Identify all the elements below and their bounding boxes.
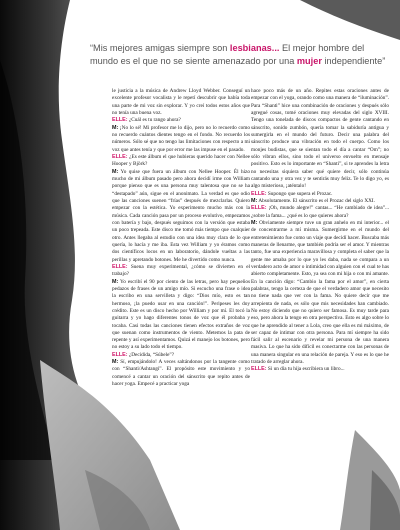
paragraph: ELLE: ¡Oh, mundo alegre!” cantas... “He cambiado de idea”... ¿sobre la fama... ¿qué es lo que quieres ahora? [251,205,390,219]
speaker-label: M: [112,278,119,285]
speaker-label: M: [251,197,258,204]
speaker-label: ELLE: [112,263,128,270]
paragraph: M: ¡No lo sé! Mi profesor me lo dijo, pero no lo recuerdo como no recuerdo cuántos dientes tengo en el fondo. No recuerdo los números. Sólo sé que no tengo las limitaciones con respecto a mi voz que antes tenía y que por error me las impuse en el pasado. [112,124,251,153]
paragraph: M: Absolutamente. El sánscrito es el Prozac del siglo XXI. [251,197,375,204]
speaker-label: M: [251,219,258,226]
paragraph: ELLE: Supongo que supera el Prozac. [251,190,333,197]
paragraph: ELLE: ¿Decidida, “Súbele”? [112,351,175,358]
paragraph: hace poco más de un año. Repites estas oraciones antes de empezar con el yoga, orando como una manera de “iluminación”. Para “Shanti” hice una combinación de oraciones y después sólo agregué cosas, tomé oraciones muy elevadas del siglo XVIII. Tengo una tonelada de discos compactos de gente cantando en sánscrito, sonido zumbón, quería tomar la sabiduría antigua y sumergirla en el mundo del futuro. Decir una palabra del sánscrito produce una vibración en todo el cuerpo. Como los monjes budistas, que se sientan todo el día a cantar “Om”; no sólo vibran ellos, sino todo el universo envuelto en mensaje positivo. Esto es lo importante en “Shanti”, si te aprendes la letra no necesitas siquiera saber qué quiere decir, sólo continúa cantando una y otra vez y te sentirás muy feliz. Te lo digo yo, es algo misterioso, ¡aténtalo! [251,88,389,190]
paragraph: ELLE: ¿Es este álbum el que hubieras querido hacer con Nellee Hooper y Björk? [112,153,251,168]
speaker-label: ELLE: [112,153,128,160]
speaker-label: ELLE: [251,366,267,373]
paragraph: M: Sí, empujándolo! A veces saltándonos por la tangente como con “Shanti/Ashtangi”. El propósito este movimiento y yo comencé a cantar un oración del sánscrito que repito antes de hacer yoga. Empecé a practicar yoga [112,359,251,388]
paragraph: le justicia a la música de Andrew Lloyd Webber. Conseguí un excelente profesor vocalista y le repetí descubrir que había toda una parte de mi voz sin explorar. Y yo creí todos estos años que no tenía una buena voz. [112,88,250,116]
paragraph: M: Obviamente siempre tuve un gran anhelo en mi interior... el de concentrarme a mí misma. Sumergirme en el mundo del entretenimiento fue como un viaje que decidí hacer. Buscaba más maneras de llenarme, que también podría ser el amor. Y mientras tanto, fue una experiencia maravillosa y completa el saber que la gente me amaba por lo que yo les daba, nada se compara a un verdadero acto de amor o intimidad con alguien con el cual te has abierto completamente. Esto, ya sea con mi hija o con mi amante. En la canción digo: “Cambio la fama por el amor”, en cierta palabras, tengo la certeza de que el verdadero amor que necesito no tiene nada que ver con la fama. No quiere decir que me arrepienta de nada, es sólo que mis necesidades han cambiado. No estoy diciendo que no quiero ser famosa. Es muy tarde para eso, pero ahora la tengo en otra perspectiva. Esto es algo sobre lo que he aprendido al tener a Lola, creo que ella es mi máximo, de ser capaz de intimar con otra persona. Para mí siempre ha sido fácil salir al escenario y revelar mi persona de una manera masiva. Lo que ha sido difícil es conectarme con las personas de una manera singular en una relación de pareja. Y eso es lo que he tratado de arreglar ahora. [251,219,389,366]
article-column-right [251,88,389,374]
paragraph: ELLE: Si un día tu hija escribiera un libro... [251,366,345,373]
pull-quote-emphasis-lesbianas: lesbianas... [229,43,280,53]
paragraph: M: Yo escribí el 90 por ciento de las letras, pero hay pequeños pedazos de frases de un amigo mío. Si escucho una frase o idea la escribo en una servilleta y digo: “Dios mío, esto es tan hermoso, ¡la puedo usar en una canción!”. Peripeses les doy crédito. Este es un disco hecho por William y por mí. El tocó la guitarra y yo hago diferentes tonos de voz que él probaba y tocaba. Casi todas las canciones tienen efectos extraños de voz que suenan como instrumentos de viento. Metemos la pata de repente y así experimentamos. Quizá el manejo los botones, pero no estoy a su lado todo el tiempo. [112,278,250,351]
speaker-label: M: [112,359,119,366]
pull-quote-part2: El mejor hombre del mundo es el que no se siente amenazado por una [90,43,365,66]
speaker-label: M: [112,168,119,175]
paragraph: ELLE: ¿Cuál es tu rango ahora? [112,117,181,124]
pull-quote [90,42,390,67]
pull-quote-part1: “Mis mejores amigas siempre son [90,43,230,53]
paragraph: ELLE: Suena muy experimental, ¿cómo se divierten en el trabajo? [112,263,251,278]
pull-quote-part3: independiente” [321,55,386,66]
paragraph: M: Yo quise que fuera un álbum con Nellee Hooper. Él hizo mucho de mi álbum pasado pero ahora decidí irme con William porque pienso que es una persona muy talentosa que no se ha “destapado” aún, sigue en el anonimato. La verdad es que odio que las canciones suenen “frías” después de mezclarlas. Quiero empezar con la estética. Yo experimento mucho más con la música. Cada canción pasa por un proceso evolutivo, empezamos con batería y bajo, después seguimos con la versión que estaba un poco trepeada. Este disco me tomó más tiempo que cualquier otro. Antes llegaba al estudio con una idea muy clara de lo que quería, lo hacía y me iba. Esta vez William y yo éramos como dos científicos locos en un laboratorio, dándole vueltas a las perillas y apretando botones. Me he divertido como nunca. [112,168,250,263]
speaker-label: M: [112,124,119,131]
speaker-label: ELLE: [251,190,267,197]
speaker-label: ELLE: [251,205,267,212]
speaker-label: ELLE: [112,117,128,124]
speaker-label: ELLE: [112,351,128,358]
pull-quote-emphasis-mujer: mujer [296,55,322,66]
article-column-left [112,88,250,388]
